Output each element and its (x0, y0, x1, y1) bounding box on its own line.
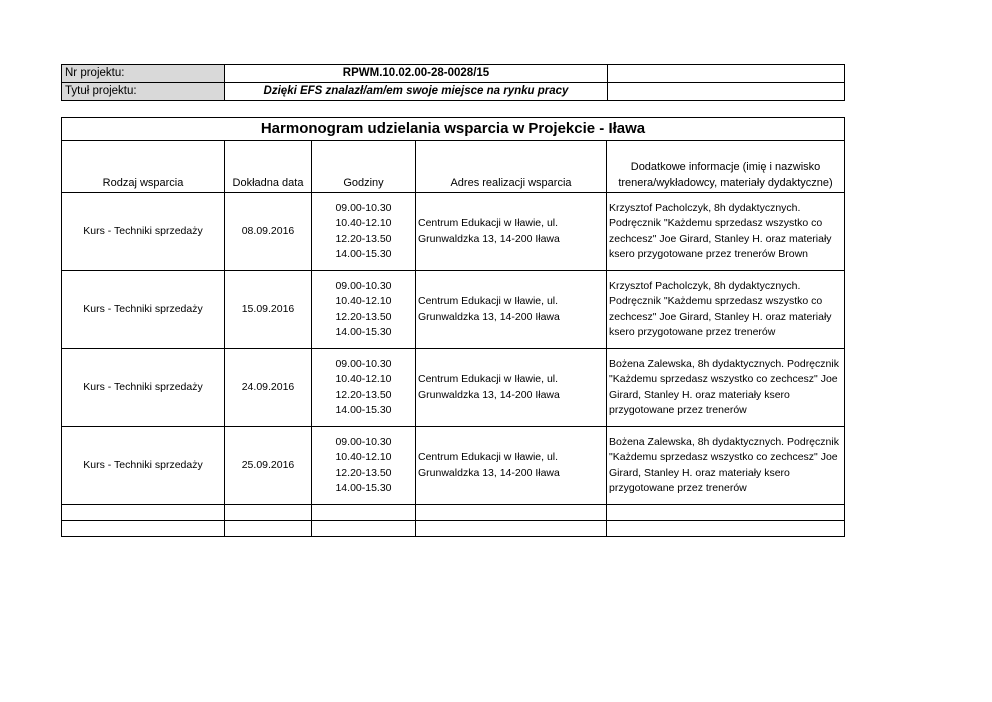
support-address: Centrum Edukacji w Iławie, ul. Grunwaldzka 13, 14-200 Iława (416, 271, 607, 349)
support-hours (312, 349, 416, 427)
support-hours (312, 427, 416, 505)
hour-slot: 10.40-12.10 (335, 295, 392, 307)
support-date: 25.09.2016 (225, 427, 312, 505)
empty-cell (608, 83, 845, 101)
empty-cell (416, 505, 607, 521)
project-info-table (61, 64, 845, 101)
hour-slot: 12.20-13.50 (335, 232, 392, 245)
support-type: Kurs - Techniki sprzedaży (62, 427, 225, 505)
support-hours (312, 271, 416, 349)
hour-slot: 14.00-15.30 (335, 404, 392, 416)
hour-slot: 10.40-12.10 (335, 217, 392, 229)
hour-slot: 12.20-13.50 (335, 388, 392, 401)
support-hours (312, 193, 416, 271)
table-row (62, 349, 845, 427)
project-title-label: Tytuł projektu: (62, 83, 225, 101)
hour-slot: 09.00-10.30 (335, 279, 392, 292)
hour-slot: 09.00-10.30 (335, 357, 392, 370)
support-date: 24.09.2016 (225, 349, 312, 427)
empty-cell (312, 521, 416, 537)
support-info: Bożena Zalewska, 8h dydaktycznych. Podręcznik "Każdemu sprzedasz wszystko co zechcesz" Joe Girard, Stanley H. oraz materiały ksero przygotowane przez trenerów (607, 427, 845, 505)
hour-slot: 14.00-15.30 (335, 482, 392, 494)
support-type: Kurs - Techniki sprzedaży (62, 349, 225, 427)
empty-cell (225, 521, 312, 537)
project-number-row (62, 65, 845, 83)
project-title-value: Dzięki EFS znalazł/am/em swoje miejsce na rynku pracy (225, 83, 608, 101)
header-address: Adres realizacji wsparcia (416, 141, 607, 193)
empty-row (62, 505, 845, 521)
support-address: Centrum Edukacji w Iławie, ul. Grunwaldzka 13, 14-200 Iława (416, 349, 607, 427)
hour-slot: 09.00-10.30 (335, 435, 392, 448)
empty-cell (607, 521, 845, 537)
support-address: Centrum Edukacji w Iławie, ul. Grunwaldzka 13, 14-200 Iława (416, 193, 607, 271)
empty-cell (416, 521, 607, 537)
support-info: Krzysztof Pacholczyk, 8h dydaktycznych. Podręcznik "Każdemu sprzedasz wszystko co zechcesz" Joe Girard, Stanley H. oraz materiały ksero przygotowane przez trenerów Brown (607, 193, 845, 271)
hour-slot: 14.00-15.30 (335, 248, 392, 260)
support-type: Kurs - Techniki sprzedaży (62, 193, 225, 271)
empty-cell (62, 505, 225, 521)
hour-slot: 12.20-13.50 (335, 310, 392, 323)
hour-slot: 10.40-12.10 (335, 451, 392, 463)
header-info: Dodatkowe informacje (imię i nazwisko trenera/wykładowcy, materiały dydaktyczne) (607, 141, 845, 193)
support-address: Centrum Edukacji w Iławie, ul. Grunwaldzka 13, 14-200 Iława (416, 427, 607, 505)
table-row (62, 193, 845, 271)
header-type: Rodzaj wsparcia (62, 141, 225, 193)
support-info: Bożena Zalewska, 8h dydaktycznych. Podręcznik "Każdemu sprzedasz wszystko co zechcesz" Joe Girard, Stanley H. oraz materiały ksero przygotowane przez trenerów (607, 349, 845, 427)
support-type: Kurs - Techniki sprzedaży (62, 271, 225, 349)
schedule-table (61, 117, 845, 537)
support-info: Krzysztof Pacholczyk, 8h dydaktycznych. Podręcznik "Każdemu sprzedasz wszystko co zechcesz" Joe Girard, Stanley H. oraz materiały ksero przygotowane przez trenerów (607, 271, 845, 349)
project-title-row (62, 83, 845, 101)
table-row (62, 427, 845, 505)
hour-slot: 12.20-13.50 (335, 466, 392, 479)
support-date: 08.09.2016 (225, 193, 312, 271)
empty-cell (608, 65, 845, 83)
schedule-header-row (62, 141, 845, 193)
hour-slot: 14.00-15.30 (335, 326, 392, 338)
empty-row (62, 521, 845, 537)
project-number-label: Nr projektu: (62, 65, 225, 83)
hour-slot: 10.40-12.10 (335, 373, 392, 385)
header-hours: Godziny (312, 141, 416, 193)
empty-cell (62, 521, 225, 537)
schedule-title: Harmonogram udzielania wsparcia w Projekcie - Iława (62, 118, 845, 141)
hour-slot: 09.00-10.30 (335, 201, 392, 214)
empty-cell (312, 505, 416, 521)
header-date: Dokładna data (225, 141, 312, 193)
empty-cell (225, 505, 312, 521)
table-row (62, 271, 845, 349)
support-date: 15.09.2016 (225, 271, 312, 349)
project-number-value: RPWM.10.02.00-28-0028/15 (225, 65, 608, 83)
empty-cell (607, 505, 845, 521)
